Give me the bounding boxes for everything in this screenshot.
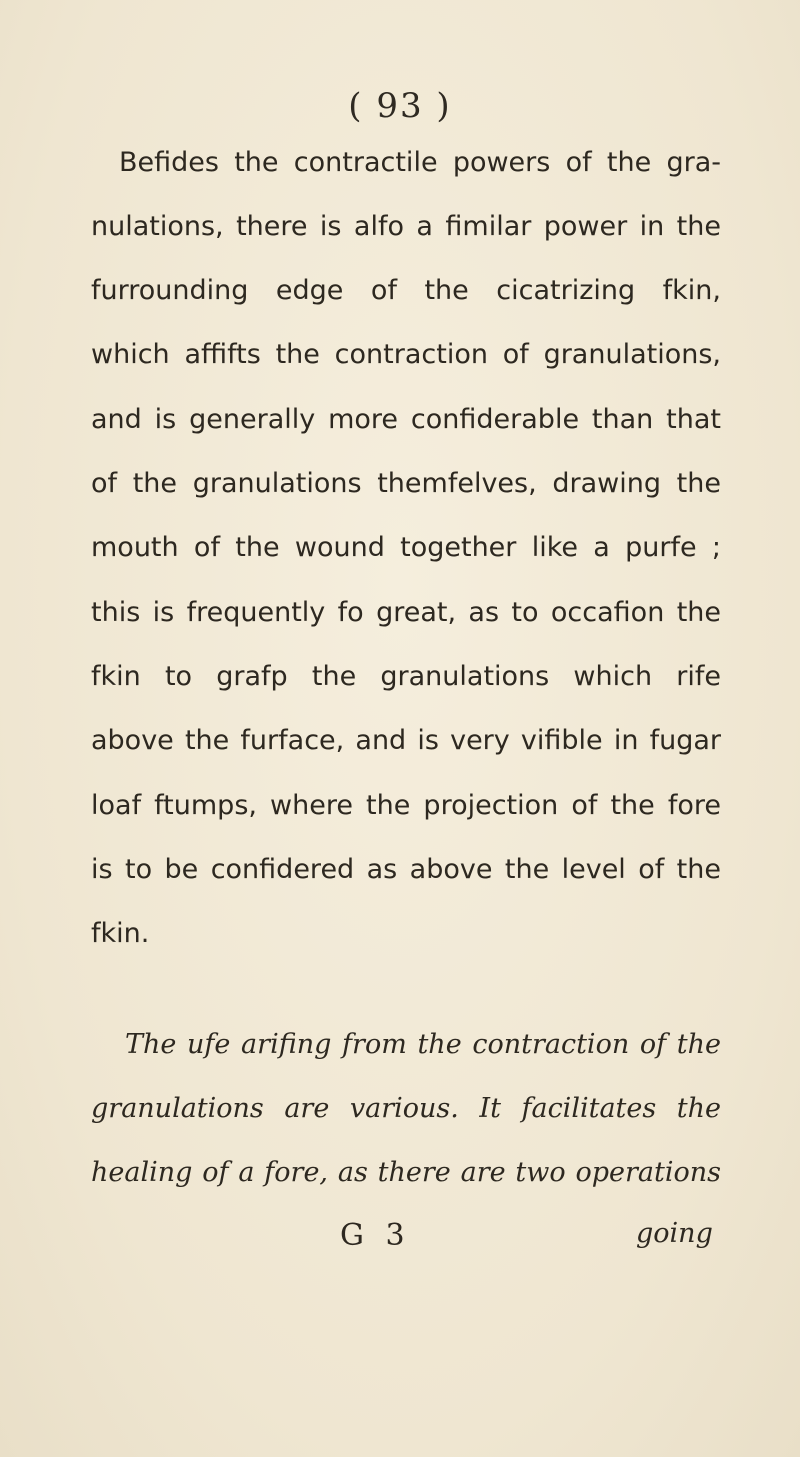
- text-line: which affifts the contraction of granulations,: [91, 339, 721, 370]
- text-line: furrounding edge of the cicatrizing fkin,: [91, 275, 721, 306]
- text-line: this is frequently fo great, as to occafion the: [91, 597, 721, 628]
- text-line: above the furface, and is very vifible in fugar: [91, 725, 721, 756]
- page-number: ( 93 ): [348, 86, 452, 126]
- text-line: of the granulations themfelves, drawing the: [91, 468, 721, 499]
- text-line: fkin.: [91, 918, 150, 949]
- text-line: mouth of the wound together like a purfe ;: [91, 532, 721, 563]
- italic-line: The ufe arifing from the contraction of the: [125, 1029, 721, 1060]
- text-line: nulations, there is alfo a fimilar power in the: [91, 211, 721, 242]
- text-line: is to be confidered as above the level of the: [91, 854, 721, 885]
- italic-line: healing of a fore, as there are two operations: [91, 1157, 721, 1188]
- text-line: loaf ftumps, where the projection of the fore: [91, 790, 721, 821]
- signature-mark: G 3: [340, 1218, 411, 1253]
- text-line: Befides the contractile powers of the gra-: [119, 147, 721, 178]
- text-line: fkin to grafp the granulations which rife: [91, 661, 721, 692]
- italic-line: granulations are various. It facilitates the: [91, 1093, 721, 1124]
- catchword: going: [636, 1218, 713, 1249]
- text-line: and is generally more confiderable than that: [91, 404, 721, 435]
